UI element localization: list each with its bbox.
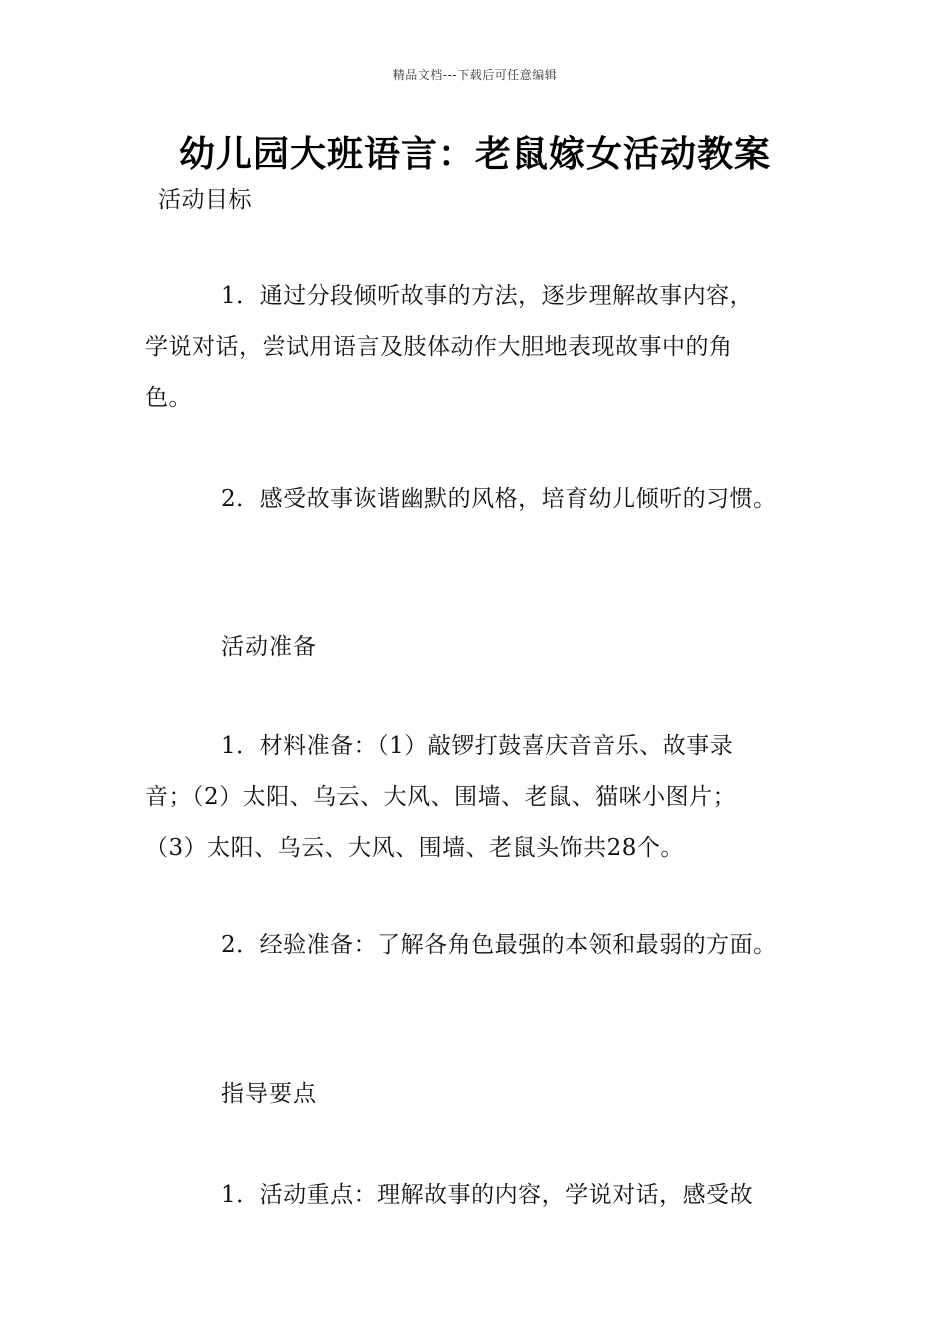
prep-item-1	[145, 721, 835, 874]
prep-item-2-text: 2．经验准备：了解各角色最强的本领和最弱的方面。	[221, 932, 777, 958]
goal-item-2-text: 2．感受故事诙谐幽默的风格，培育幼儿倾听的习惯。	[221, 486, 777, 512]
document-title: 幼儿园大班语言：老鼠嫁女活动教案	[178, 134, 771, 175]
prep-item-1-line-3: （3）太阳、乌云、大风、围墙、老鼠头饰共28个。	[145, 835, 684, 861]
guide-item-1	[145, 1170, 835, 1221]
goal-item-2	[145, 474, 835, 525]
goal-item-1	[145, 271, 835, 424]
section-heading-guide: 指导要点	[221, 1081, 317, 1107]
header-note: 精品文档---下载后可任意编辑	[392, 68, 558, 82]
section-heading-prep: 活动准备	[221, 634, 317, 660]
goal-item-1-line-2: 学说对话，尝试用语言及肢体动作大胆地表现故事中的角	[145, 334, 733, 360]
guide-item-1-line-1: 1．活动重点：理解故事的内容，学说对话，感受故	[221, 1182, 754, 1208]
goal-item-1-line-1: 1．通过分段倾听故事的方法，逐步理解故事内容，	[221, 283, 754, 309]
prep-item-2	[145, 920, 835, 971]
prep-item-1-line-2: 音；（2）太阳、乌云、大风、围墙、老鼠、猫咪小图片；	[145, 784, 737, 810]
goal-item-1-line-3: 色。	[145, 385, 192, 411]
section-heading-goal: 活动目标	[158, 187, 252, 213]
prep-item-1-line-1: 1．材料准备：（1）敲锣打鼓喜庆音音乐、故事录	[221, 733, 734, 759]
